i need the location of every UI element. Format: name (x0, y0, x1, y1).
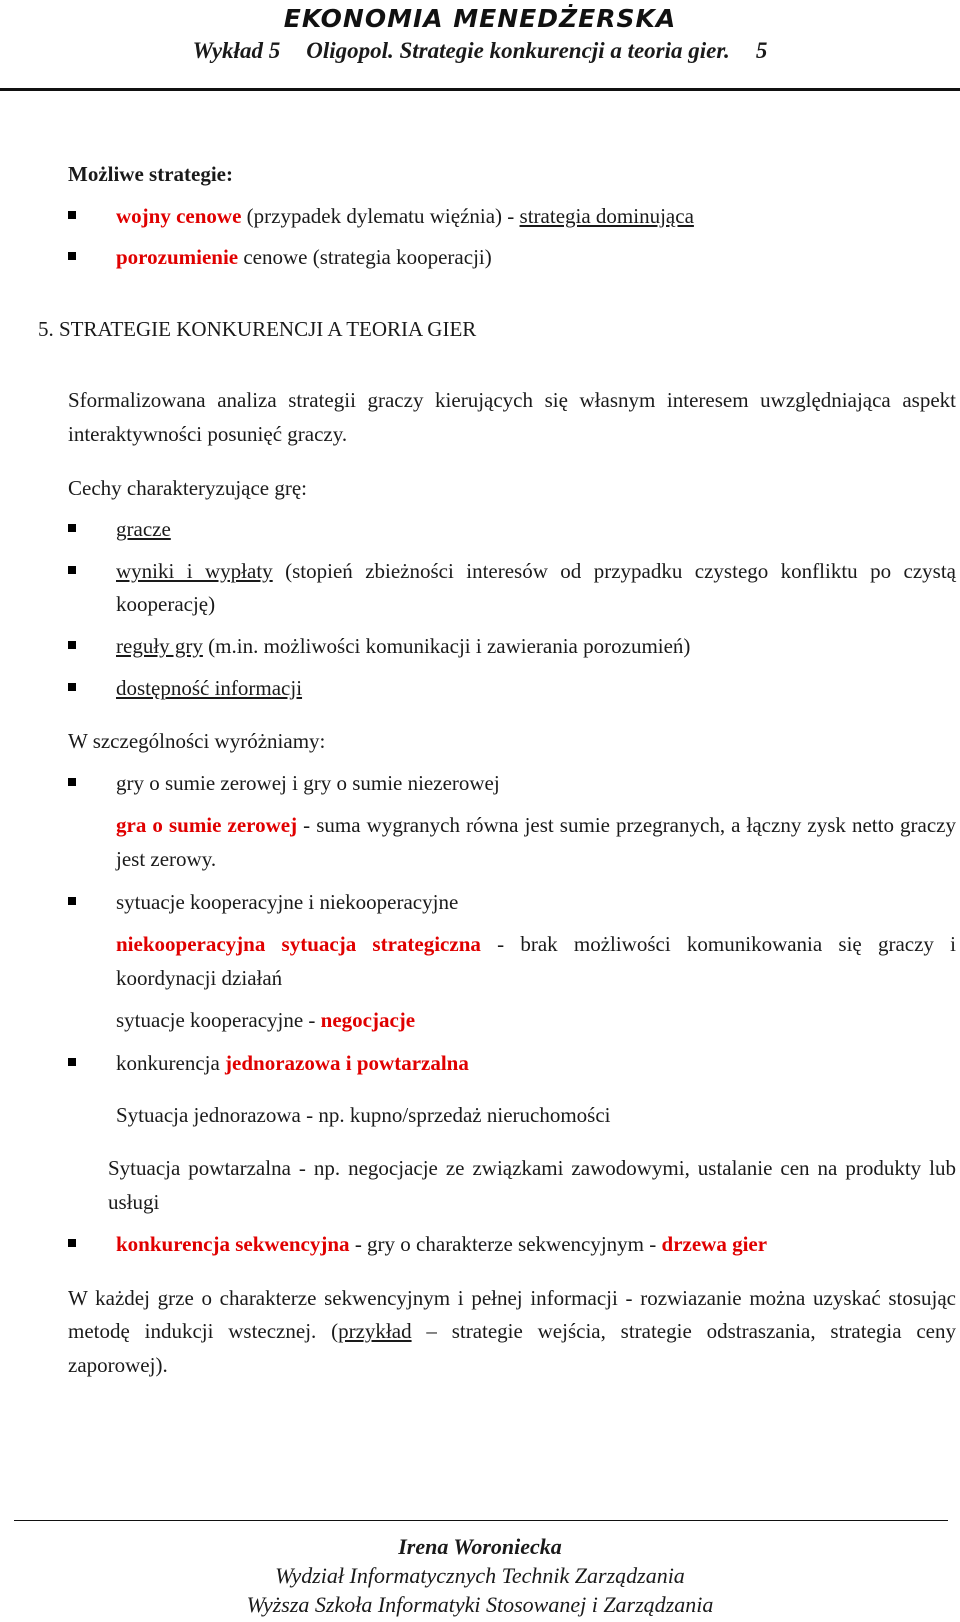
list-item-text: (m.in. możliwości komunikacji i zawierania porozumień) (202, 633, 691, 658)
list-item (68, 1047, 956, 1219)
list-item-text: sytuacje kooperacyjne i niekooperacyjne (116, 889, 459, 914)
possible-strategies-list (68, 200, 956, 275)
term-agreement: porozumienie (116, 245, 239, 270)
list-item (68, 630, 956, 664)
term-one-time-repeated: jednorazowa i powtarzalna (225, 1050, 469, 1075)
lecture-topic: Oligopol. Strategie konkurencji a teoria gier. (306, 38, 730, 63)
lecture-subtitle (0, 34, 960, 68)
term-negotiations: negocjacje (320, 1008, 416, 1033)
list-item (68, 513, 956, 547)
term-price-war: wojny cenowe (116, 203, 242, 228)
header-divider (0, 88, 960, 91)
definition-text: sytuacje kooperacyjne - (116, 1008, 321, 1033)
distinguish-heading: W szczególności wyróżniamy: (68, 729, 326, 754)
footer-school: Wyższa Szkoła Informatyki Stosowanej i Zarządzania (246, 1592, 714, 1617)
list-item (68, 200, 956, 234)
lecture-number: Wykład 5 (192, 38, 281, 63)
list-item-text: gry o sumie zerowej i gry o sumie niezerowej (116, 770, 500, 795)
repeated-situation: Sytuacja powtarzalna - np. negocjacje ze związkami zawodowymi, ustalanie cen na produkty lub usługi (108, 1156, 956, 1214)
possible-strategies-heading: Możliwe strategie: (68, 162, 233, 186)
page-footer (0, 1532, 960, 1619)
list-item-text: cenowe (strategia kooperacji) (238, 245, 492, 270)
list-item-text: (stopień zbieżności interesów od przypadku czystego konfliktu po czystą kooperację) (116, 558, 957, 617)
list-item (68, 555, 956, 622)
definition-text: - suma wygranych równa jest sumie przegranych, a łączny zysk netto graczy jest zerowy. (116, 813, 956, 871)
noncoop-definition (116, 928, 956, 995)
list-item (68, 1228, 956, 1262)
coop-definition (116, 1004, 956, 1038)
link-example[interactable]: przykład (338, 1319, 412, 1344)
footer-divider (14, 1520, 948, 1521)
section-intro: Sformalizowana analiza strategii graczy kierujących się własnym interesem uwzględniająca aspekt interaktywności posunięć graczy. (68, 388, 956, 446)
page-number: 5 (755, 38, 768, 63)
brand-title: EKONOMIA MENEDŻERSKA (283, 4, 677, 33)
list-item (68, 767, 956, 877)
distinguish-list (68, 767, 956, 1262)
list-item (68, 886, 956, 1038)
closing-paragraph (68, 1282, 956, 1383)
definition-text: - brak możliwości komunikowania się graczy i koordynacji działań (116, 932, 956, 990)
zero-sum-definition (116, 809, 956, 876)
term-sequential: konkurencja sekwencyjna (116, 1232, 350, 1257)
features-list (68, 513, 956, 705)
link-information-availability[interactable]: dostępność informacji (116, 675, 303, 700)
page-header (0, 0, 960, 68)
list-item-text: (przypadek dylematu więźnia) - (241, 203, 520, 228)
one-time-situation: Sytuacja jednorazowa - np. kupno/sprzedaż nieruchomości (116, 1103, 611, 1128)
section-title: 5. STRATEGIE KONKURENCJI A TEORIA GIER (38, 316, 477, 341)
link-results-payoffs[interactable]: wyniki i wypłaty (116, 558, 273, 583)
link-players[interactable]: gracze (116, 517, 171, 542)
list-item-text: konkurencja (116, 1050, 226, 1075)
term-noncoop: niekooperacyjna sytuacja strategiczna (116, 932, 481, 957)
link-game-rules[interactable]: reguły gry (116, 633, 203, 658)
footer-faculty: Wydział Informatycznych Technik Zarządzania (275, 1563, 685, 1588)
list-item (68, 241, 956, 275)
footer-author: Irena Woroniecka (398, 1534, 562, 1559)
document-body (38, 158, 957, 1383)
list-item (68, 672, 956, 706)
list-item-text: - gry o charakterze sekwencyjnym - (349, 1232, 662, 1257)
term-zero-sum: gra o sumie zerowej (116, 813, 298, 838)
closing-text: W każdej grze o charakterze sekwencyjnym i pełnej informacji - rozwiazanie można uzyskać stosując metodę indukcji wstecznej. ( (68, 1285, 956, 1344)
link-dominant-strategy[interactable]: strategia dominująca (519, 203, 694, 228)
features-heading: Cechy charakteryzujące grę: (68, 475, 308, 500)
closing-text: – strategie wejścia, strategie odstraszania, strategia ceny zaporowej). (68, 1319, 957, 1378)
term-game-trees: drzewa gier (661, 1232, 768, 1257)
